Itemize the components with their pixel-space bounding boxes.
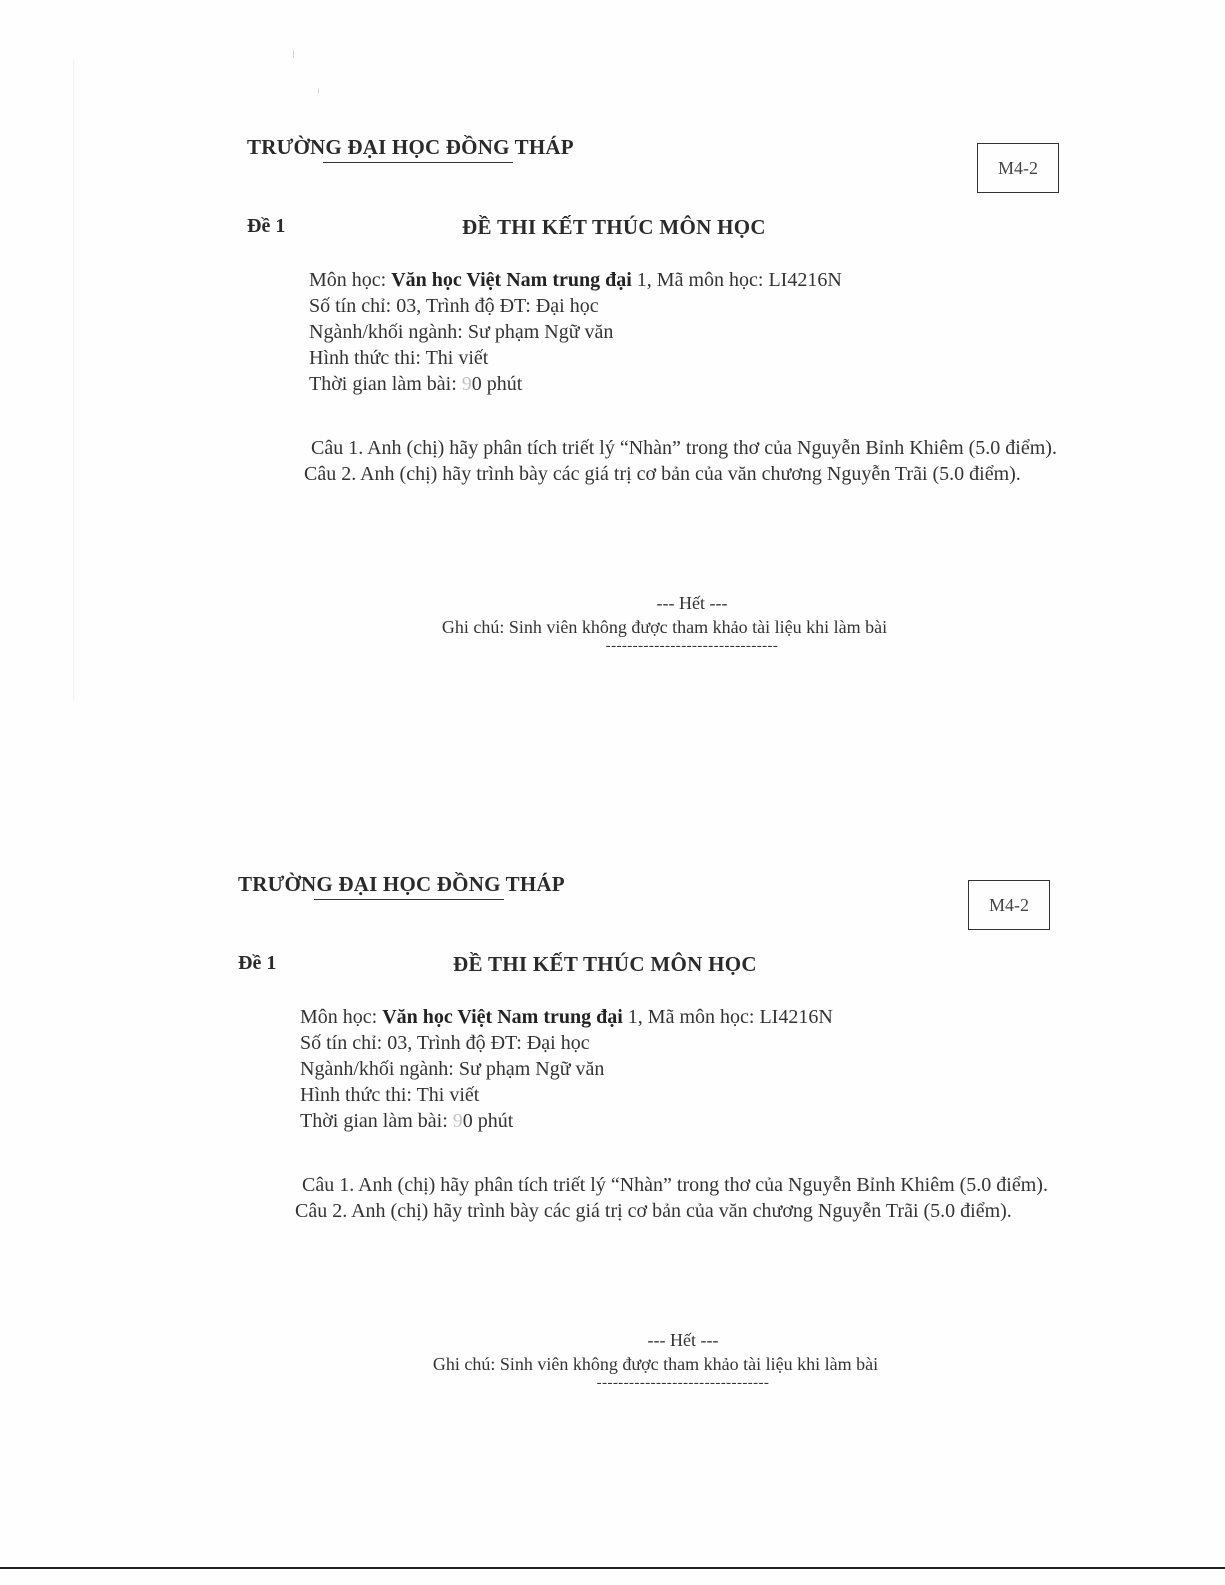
school-underline [314,899,504,900]
format-line: Hình thức thi: Thi viết [309,347,489,369]
exam-number: Đề 1 [247,215,286,237]
time-line: Thời gian làm bài: 90 phút [309,373,523,395]
school-underline [323,162,513,163]
faded-digit: 9 [452,1110,463,1132]
course-name: Văn học Việt Nam trung đại [391,269,632,291]
scan-artifact [293,50,294,58]
end-marker: --- Hết --- [647,1330,719,1350]
questions [238,1172,1068,1224]
major-line: Ngành/khối ngành: Sư phạm Ngữ văn [300,1058,605,1080]
scan-bottom-edge [0,1567,1225,1569]
credits-line: Số tín chỉ: 03, Trình độ ĐT: Đại học [309,295,599,317]
format-line: Hình thức thi: Thi viết [300,1084,480,1106]
end-marker: --- Hết --- [656,593,728,613]
faded-digit: 9 [461,373,472,395]
scan-artifact [318,88,319,94]
course-info [300,1004,833,1134]
course-line: Môn học: Văn học Việt Nam trung đại 1, Mã môn học: LI4216N [300,1006,833,1028]
scan-artifact [73,60,74,700]
credits-line: Số tín chỉ: 03, Trình độ ĐT: Đại học [300,1032,590,1054]
exam-title: ĐỀ THI KẾT THÚC MÔN HỌC [453,952,757,976]
question-2: Câu 2. Anh (chị) hãy trình bày các giá trị cơ bản của văn chương Nguyễn Trãi (5.0 điểm). [304,463,1021,485]
dash-divider: -------------------------------- [596,1375,770,1391]
form-code-box: M4-2 [968,880,1050,930]
school-name: TRƯỜNG ĐẠI HỌC ĐỒNG THÁP [247,135,574,159]
exam-note: Ghi chú: Sinh viên không được tham khảo tài liệu khi làm bài [432,1354,879,1374]
course-line: Môn học: Văn học Việt Nam trung đại 1, Mã môn học: LI4216N [309,269,842,291]
exam-note: Ghi chú: Sinh viên không được tham khảo tài liệu khi làm bài [441,617,888,637]
end-block [238,1328,1068,1390]
question-2: Câu 2. Anh (chị) hãy trình bày các giá trị cơ bản của văn chương Nguyễn Trãi (5.0 điểm). [295,1200,1012,1222]
major-line: Ngành/khối ngành: Sư phạm Ngữ văn [309,321,614,343]
exam-number: Đề 1 [238,952,277,974]
questions [247,435,1077,487]
end-block [247,591,1077,653]
question-1: Câu 1. Anh (chị) hãy phân tích triết lý “Nhàn” trong thơ của Nguyễn Bỉnh Khiêm (5.0 điểm). [311,437,1057,459]
school-name: TRƯỜNG ĐẠI HỌC ĐỒNG THÁP [238,872,565,896]
dash-divider: -------------------------------- [605,638,779,654]
course-name: Văn học Việt Nam trung đại [382,1006,623,1028]
form-code-box: M4-2 [977,143,1059,193]
course-info [309,267,842,397]
question-1: Câu 1. Anh (chị) hãy phân tích triết lý “Nhàn” trong thơ của Nguyễn Bỉnh Khiêm (5.0 điểm). [302,1174,1048,1196]
time-line: Thời gian làm bài: 90 phút [300,1110,514,1132]
exam-title: ĐỀ THI KẾT THÚC MÔN HỌC [462,215,766,239]
